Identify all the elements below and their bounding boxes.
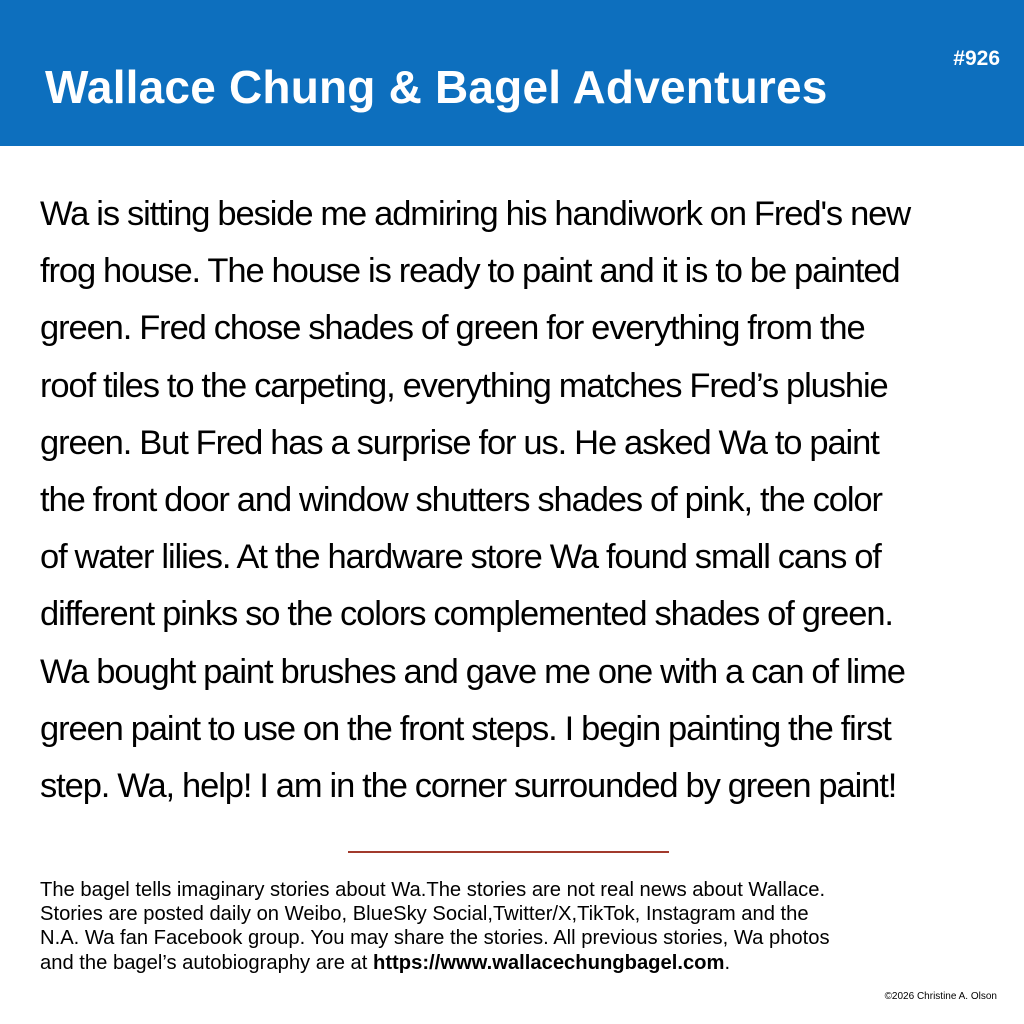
story-line: Wa is sitting beside me admiring his handiwork on Fred's new bbox=[40, 195, 911, 233]
header-banner bbox=[0, 0, 1024, 146]
footer-line: Stories are posted daily on Weibo, BlueSky Social,Twitter/X,TikTok, Instagram and the bbox=[40, 903, 809, 926]
story-line: frog house. The house is ready to paint and it is to be painted bbox=[40, 252, 900, 291]
story-line: the front door and window shutters shades of pink, the color bbox=[40, 481, 882, 520]
story-line: roof tiles to the carpeting, everything matches Fred’s plushie bbox=[40, 366, 888, 405]
footer-line: N.A. Wa fan Facebook group. You may share the stories. All previous stories, Wa photos bbox=[40, 927, 830, 950]
footer-disclaimer bbox=[40, 878, 1000, 975]
story-line: green paint to use on the front steps. I begin painting the first bbox=[40, 709, 891, 748]
website-link[interactable]: https://www.wallacechungbagel.com bbox=[372, 951, 725, 974]
story-number: #926 bbox=[953, 47, 1000, 70]
story-body bbox=[40, 186, 1000, 815]
divider-line bbox=[348, 851, 669, 853]
footer-last-suffix: . bbox=[724, 951, 731, 974]
footer-last-prefix: and the bagel’s autobiography are at bbox=[40, 951, 373, 974]
story-line: step. Wa, help! I am in the corner surrounded by green paint! bbox=[40, 767, 897, 806]
page-title: Wallace Chung & Bagel Adventures bbox=[45, 61, 828, 113]
footer-line-last bbox=[40, 951, 1000, 975]
story-line: green. Fred chose shades of green for everything from the bbox=[40, 309, 865, 348]
story-line: different pinks so the colors complemented shades of green. bbox=[40, 595, 893, 634]
story-line: of water lilies. At the hardware store Wa found small cans of bbox=[40, 538, 881, 577]
footer-line: The bagel tells imaginary stories about Wa.The stories are not real news about Wallace. bbox=[40, 879, 826, 901]
copyright-notice: ©2026 Christine A. Olson bbox=[884, 991, 997, 1002]
story-line: Wa bought paint brushes and gave me one with a can of lime bbox=[40, 652, 905, 691]
story-line: green. But Fred has a surprise for us. He asked Wa to paint bbox=[40, 423, 879, 462]
